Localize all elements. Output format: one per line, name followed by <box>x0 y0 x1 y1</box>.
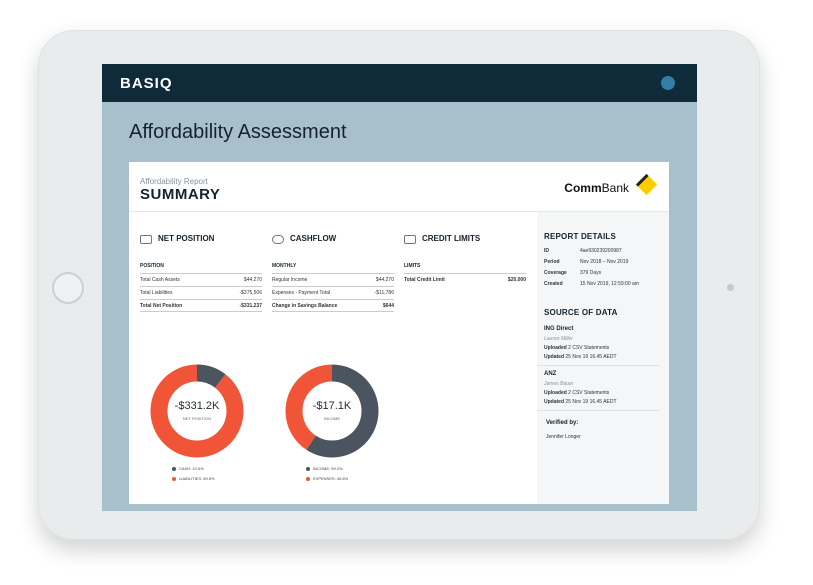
commbank-logo-icon <box>636 174 657 195</box>
detail-value: Nov 2018 – Nov 2019 <box>580 259 629 265</box>
row-value: -$11,786 <box>374 290 394 296</box>
row-value: $20,000 <box>507 277 526 283</box>
row-label: Total Credit Limit <box>404 277 445 283</box>
row-value: $644 <box>382 303 394 309</box>
uploaded-value: 2 CSV Statements <box>568 345 610 351</box>
cashflow-value: -$17.1K <box>312 400 352 412</box>
bank-name-bold: Comm <box>564 181 602 195</box>
table-row <box>140 286 262 299</box>
details-sidebar <box>537 212 669 504</box>
table-row-total <box>140 299 262 312</box>
detail-key: Period <box>544 259 560 265</box>
table-row <box>404 273 526 286</box>
source-updated <box>544 399 617 405</box>
row-value: $44,270 <box>375 277 394 283</box>
net-position-label: NET POSITION <box>182 416 212 421</box>
credit-limits-title: CREDIT LIMITS <box>422 234 481 243</box>
legend-text: LIABILITIES: 89.5% <box>179 476 215 481</box>
monthly-header: MONTHLY <box>272 263 297 269</box>
updated-label: Updated <box>544 399 564 405</box>
table-row <box>140 273 262 286</box>
camera-icon <box>727 284 734 291</box>
report-subtitle: Affordability Report <box>140 177 208 186</box>
updated-label: Updated <box>544 354 564 360</box>
net-position-center <box>157 400 237 421</box>
report-details-title: REPORT DETAILS <box>544 232 616 241</box>
page-title: Affordability Assessment <box>129 121 347 143</box>
legend-item <box>172 476 215 481</box>
legend-dot <box>306 477 310 481</box>
row-value: -$375,506 <box>239 290 262 296</box>
home-button[interactable] <box>52 272 84 304</box>
table-row <box>272 286 394 299</box>
detail-value: 379 Days <box>580 270 602 276</box>
bank-name-rest: Bank <box>601 181 629 195</box>
detail-key: Coverage <box>544 270 567 276</box>
detail-period <box>544 259 628 265</box>
detail-key: ID <box>544 248 549 254</box>
legend-item <box>306 466 343 471</box>
legend-text: INCOME: 59.2% <box>313 466 343 471</box>
row-label: Expenses - Payment Total <box>272 290 330 296</box>
piggy-bank-icon <box>272 235 284 244</box>
basiq-logo[interactable]: BASIQ <box>120 75 173 92</box>
legend-dot <box>172 467 176 471</box>
updated-value: 25 Nov 19 16.45 AEDT <box>565 354 617 360</box>
report-title: SUMMARY <box>140 186 221 203</box>
row-value: $44,270 <box>243 277 262 283</box>
row-label: Total Cash Assets <box>140 277 180 283</box>
legend-text: EXPENSES: 40.8% <box>313 476 349 481</box>
user-avatar[interactable] <box>661 76 675 90</box>
row-label: Total Liabilities <box>140 290 173 296</box>
cashflow-center <box>292 400 372 421</box>
detail-value: 4ae930239200987 <box>580 248 622 254</box>
legend-dot <box>172 477 176 481</box>
row-value: -$331,237 <box>239 303 262 309</box>
source-person: Lauren Miller <box>544 336 573 342</box>
detail-key: Created <box>544 281 563 287</box>
legend-dot <box>306 467 310 471</box>
report-card <box>129 162 669 504</box>
legend-item <box>306 476 348 481</box>
row-label: Total Net Position <box>140 303 183 309</box>
table-row <box>272 273 394 286</box>
divider <box>537 410 659 411</box>
uploaded-label: Uploaded <box>544 390 567 396</box>
uploaded-value: 2 CSV Statements <box>568 390 610 396</box>
uploaded-label: Uploaded <box>544 345 567 351</box>
net-position-value: -$331.2K <box>174 400 220 412</box>
source-name: ANZ <box>544 371 557 377</box>
top-bar <box>102 64 697 102</box>
updated-value: 25 Nov 19 16.45 AEDT <box>565 399 617 405</box>
detail-value: 15 Nov 2019, 12:59:00 am <box>580 281 639 287</box>
bank-name <box>564 181 629 195</box>
legend-text: CASH: 10.5% <box>179 466 204 471</box>
divider <box>537 365 659 366</box>
legend-item <box>172 466 204 471</box>
report-header <box>129 162 669 212</box>
detail-coverage <box>544 270 601 276</box>
cashflow-title: CASHFLOW <box>290 234 337 243</box>
verified-by-label: Verified by: <box>546 420 579 426</box>
limits-header: LIMITS <box>404 263 421 269</box>
source-of-data-title: SOURCE OF DATA <box>544 308 618 317</box>
position-header: POSITION <box>140 263 164 269</box>
source-uploaded <box>544 390 609 396</box>
source-uploaded <box>544 345 609 351</box>
row-label: Change in Savings Balance <box>272 303 338 309</box>
app-screen <box>102 64 697 511</box>
source-person: James Bauer <box>544 381 574 387</box>
wallet-icon <box>140 235 152 244</box>
detail-created <box>544 281 639 287</box>
detail-id <box>544 248 622 254</box>
source-updated <box>544 354 617 360</box>
table-row-total <box>272 299 394 312</box>
row-label: Regular Income <box>272 277 308 283</box>
credit-card-icon <box>404 235 416 244</box>
net-position-title: NET POSITION <box>158 234 215 243</box>
source-name: ING Direct <box>544 326 574 332</box>
cashflow-label: INCOME <box>324 416 340 421</box>
verified-by-name: Jennifer Longer <box>546 434 581 440</box>
